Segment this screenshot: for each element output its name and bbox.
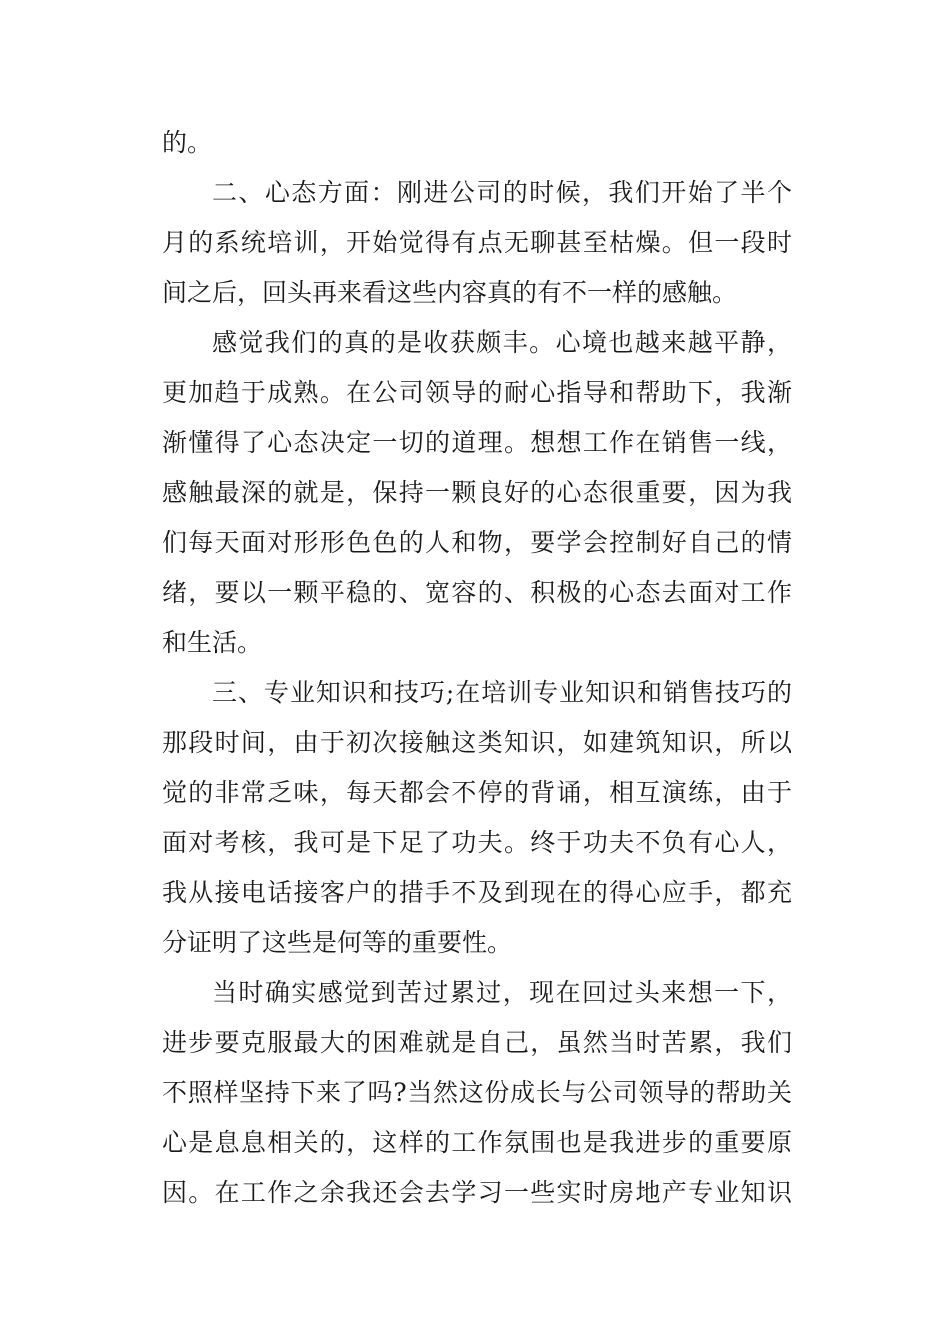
text-line: 感觉我们的真的是收获颇丰。心境也越来越平静， (212, 328, 792, 357)
text-line: 的。 (162, 128, 213, 157)
text-line: 二、心态方面：刚进公司的时候，我们开始了半个 (212, 178, 792, 207)
text-line: 感触最深的就是，保持一颗良好的心态很重要，因为我 (162, 478, 792, 507)
document-body (162, 118, 792, 1218)
text-line: 进步要克服最大的困难就是自己，虽然当时苦累，我们 (162, 1028, 792, 1057)
text-line: 们每天面对形形色色的人和物，要学会控制好自己的情 (162, 528, 792, 557)
text-line: 因。在工作之余我还会去学习一些实时房地产专业知识 (162, 1178, 792, 1207)
text-line: 渐懂得了心态决定一切的道理。想想工作在销售一线， (162, 428, 792, 457)
text-line: 当时确实感觉到苦过累过，现在回过头来想一下， (212, 978, 792, 1007)
text-line: 三、专业知识和技巧;在培训专业知识和销售技巧的 (212, 678, 792, 707)
text-line: 面对考核，我可是下足了功夫。终于功夫不负有心人， (162, 828, 792, 857)
text-line: 月的系统培训，开始觉得有点无聊甚至枯燥。但一段时 (162, 228, 792, 257)
text-line: 心是息息相关的，这样的工作氛围也是我进步的重要原 (162, 1128, 792, 1157)
text-line: 绪，要以一颗平稳的、宽容的、积极的心态去面对工作 (162, 578, 792, 607)
text-line: 和生活。 (162, 628, 263, 657)
text-line: 间之后，回头再来看这些内容真的有不一样的感触。 (162, 278, 738, 307)
text-line: 分证明了这些是何等的重要性。 (162, 928, 513, 957)
text-line: 觉的非常乏味，每天都会不停的背诵，相互演练，由于 (162, 778, 792, 807)
text-line: 那段时间，由于初次接触这类知识，如建筑知识，所以 (162, 728, 792, 757)
text-line: 我从接电话接客户的措手不及到现在的得心应手，都充 (162, 878, 792, 907)
text-line: 更加趋于成熟。在公司领导的耐心指导和帮助下，我渐 (162, 378, 792, 407)
text-line: 不照样坚持下来了吗?当然这份成长与公司领导的帮助关 (162, 1078, 792, 1107)
